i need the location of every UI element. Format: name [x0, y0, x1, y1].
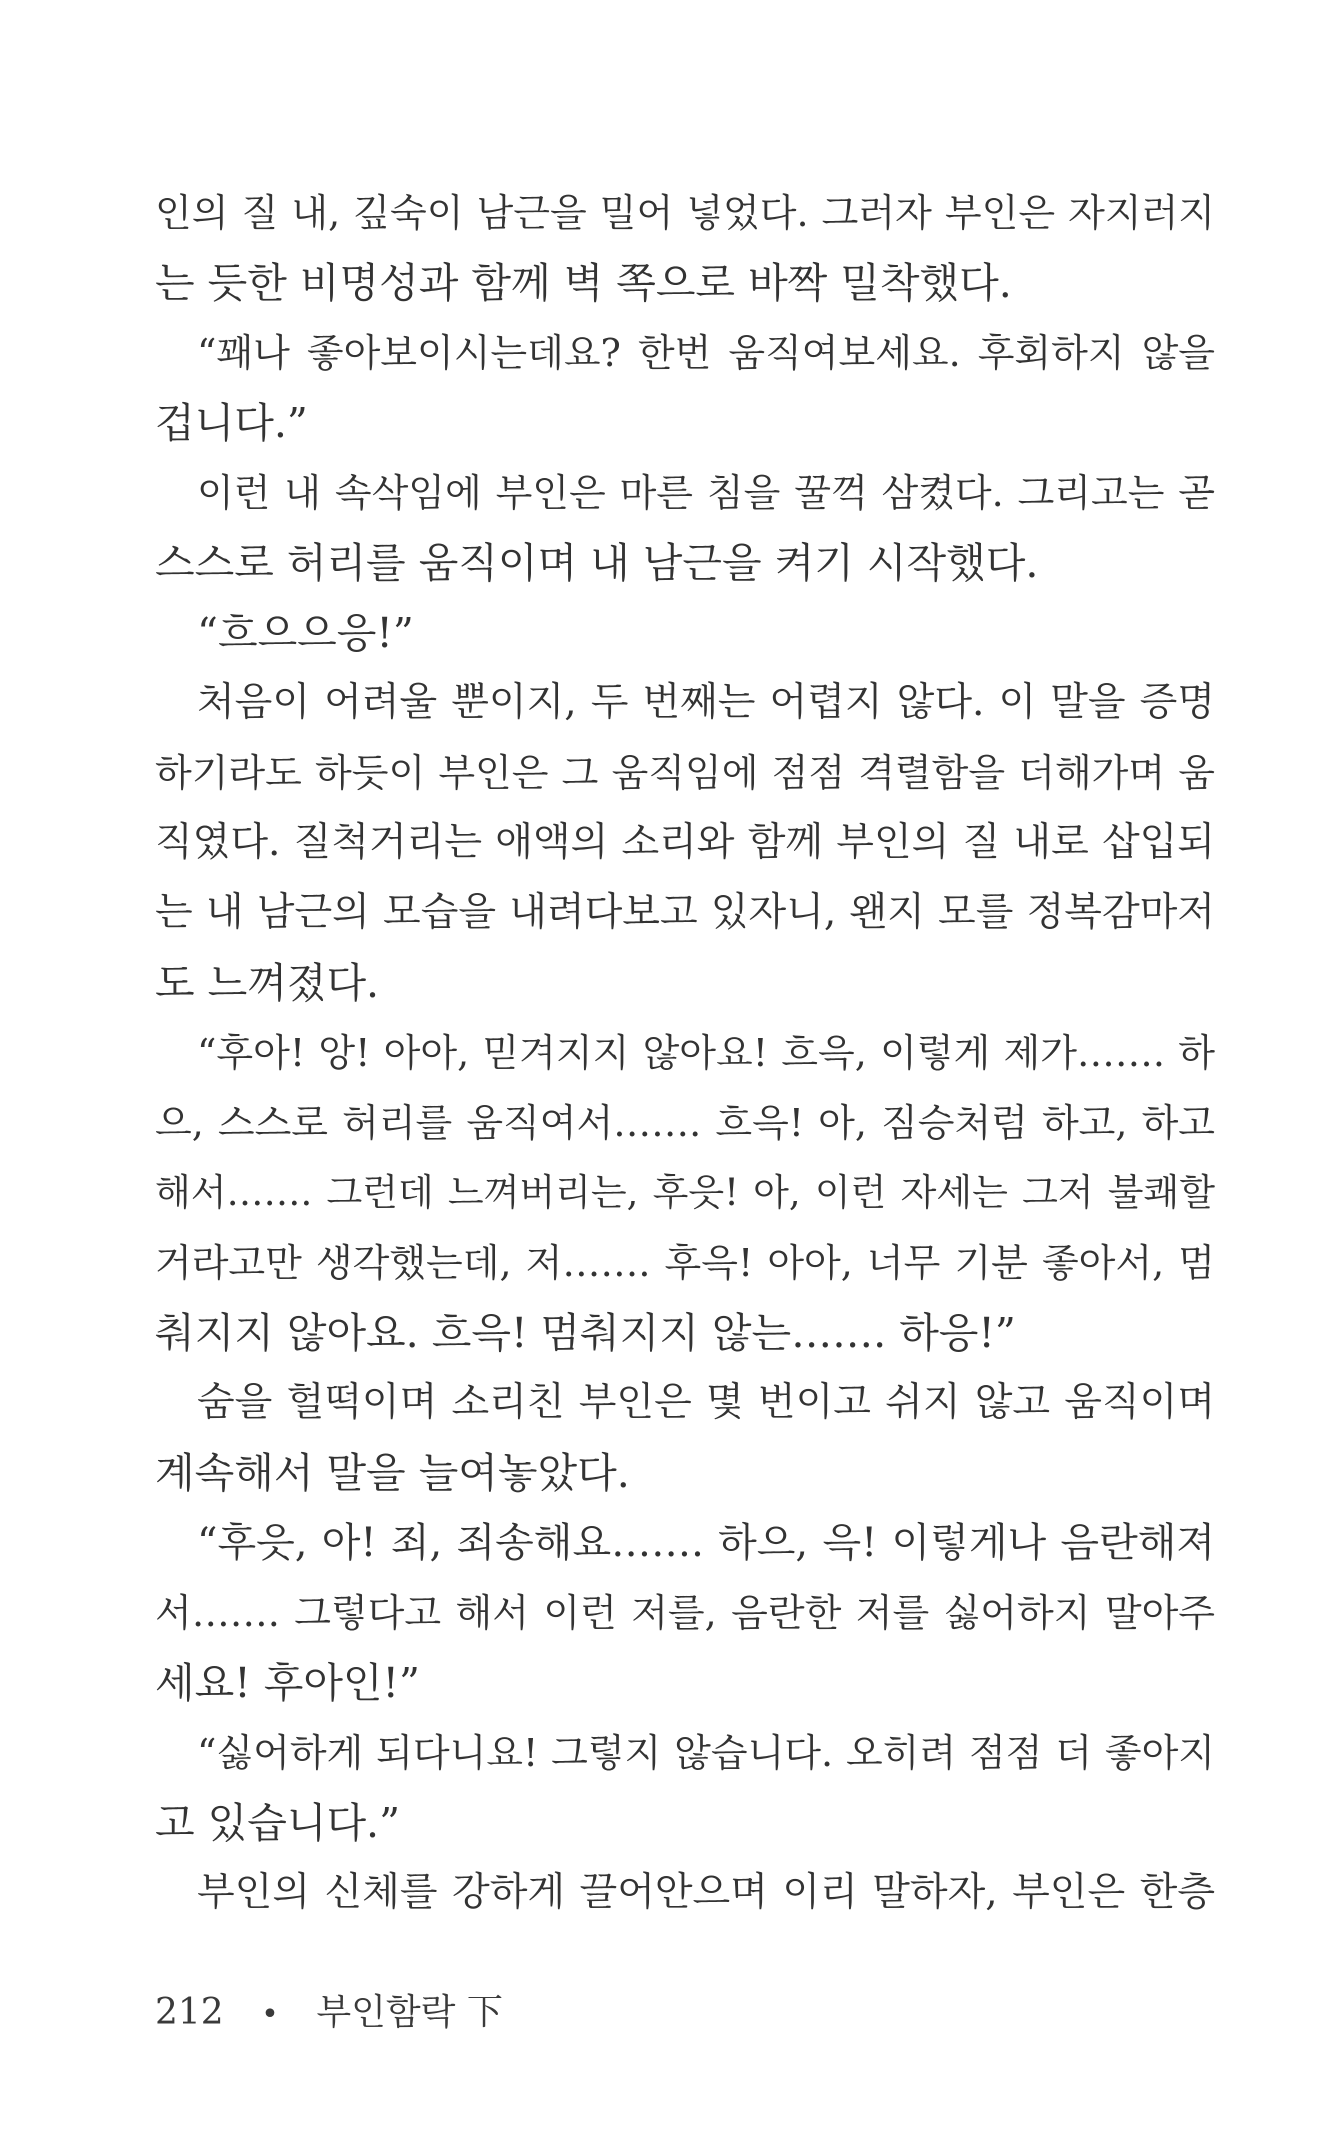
text-line: 이런 내 속삭임에 부인은 마른 침을 꿀꺽 삼켰다. 그리고는 곧 [197, 471, 1215, 515]
text-line: 거라고만 생각했는데, 저……. 후윽! 아아, 너무 기분 좋아서, 멈 [155, 1241, 1215, 1285]
text-line: 는 듯한 비명성과 함께 벽 쪽으로 바짝 밀착했다. [155, 259, 1012, 307]
text-line: 는 내 남근의 모습을 내려다보고 있자니, 왠지 모를 정복감마저 [155, 890, 1215, 935]
text-line: 인의 질 내, 깊숙이 남근을 밀어 넣었다. 그러자 부인은 자지러지 [155, 191, 1215, 235]
text-line: 도 느껴졌다. [155, 959, 380, 1007]
text-line: 부인의 신체를 강하게 끌어안으며 이리 말하자, 부인은 한층 [197, 1870, 1215, 1915]
text-line: 직였다. 질척거리는 애액의 소리와 함께 부인의 질 내로 삽입되 [155, 820, 1215, 865]
text-line: 서……. 그렇다고 해서 이런 저를, 음란한 저를 싫어하지 말아주 [155, 1591, 1215, 1635]
text-line: 춰지지 않아요. 흐윽! 멈춰지지 않는……. 하응!” [155, 1309, 1016, 1357]
body-text [155, 178, 1215, 1928]
text-line: 겁니다.” [155, 399, 308, 447]
text-line: “후읏, 아! 죄, 죄송해요……. 하으, 윽! 이렇게나 음란해져 [197, 1520, 1215, 1566]
text-line: 고 있습니다.” [155, 1799, 401, 1847]
text-line: “후아! 앙! 아아, 믿겨지지 않아요! 흐윽, 이렇게 제가……. 하 [197, 1031, 1215, 1075]
text-line: 세요! 후아인!” [155, 1659, 420, 1707]
footer-bullet: • [261, 1997, 279, 2032]
text-line: 으, 스스로 허리를 움직여서……. 흐윽! 아, 짐승처럼 하고, 하고 [155, 1101, 1215, 1145]
text-line: 처음이 어려울 뿐이지, 두 번째는 어렵지 않다. 이 말을 증명 [197, 680, 1215, 725]
text-line: “싫어하게 되다니요! 그렇지 않습니다. 오히려 점점 더 좋아지 [197, 1731, 1215, 1775]
text-line: “꽤나 좋아보이시는데요? 한번 움직여보세요. 후회하지 않을 [197, 331, 1215, 375]
text-line: 스스로 허리를 움직이며 내 남근을 켜기 시작했다. [155, 539, 1039, 587]
text-line: “흐으으응!” [197, 609, 414, 657]
text-line: 해서……. 그런데 느껴버리는, 후읏! 아, 이런 자세는 그저 불쾌할 [155, 1171, 1215, 1214]
text-line: 숨을 헐떡이며 소리친 부인은 몇 번이고 쉬지 않고 움직이며 [197, 1380, 1215, 1425]
text-line: 계속해서 말을 늘여놓았다. [155, 1449, 630, 1497]
page-footer [155, 1988, 503, 2038]
page-number: 212 [155, 1992, 224, 2033]
text-line: 하기라도 하듯이 부인은 그 움직임에 점점 격렬함을 더해가며 움 [155, 751, 1215, 795]
book-title: 부인함락 下 [316, 1992, 503, 2033]
